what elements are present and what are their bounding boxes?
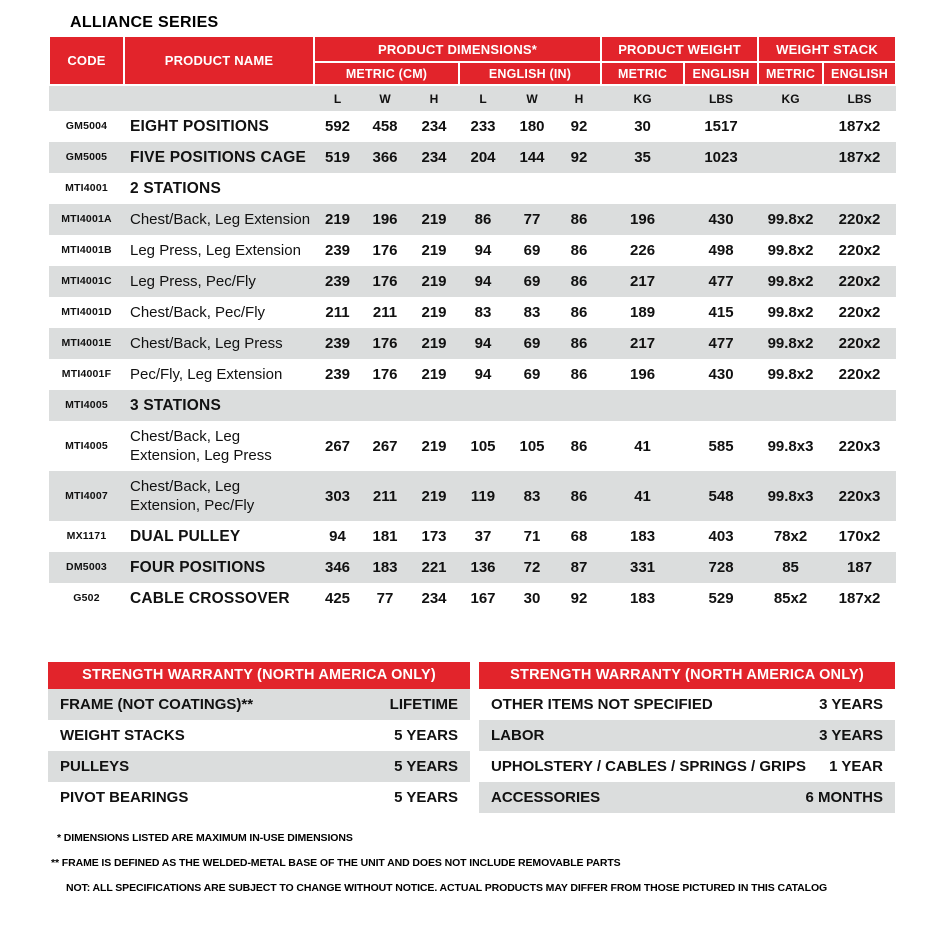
spec-value: 99.8x3 [767,437,814,455]
spec-row [49,552,896,583]
col-header-product-name: PRODUCT NAME [124,36,314,85]
spec-value [758,173,823,204]
spec-value: 99.8x2 [767,211,814,228]
product-code: MTI4001 [65,182,108,194]
spec-value: 219 [421,211,447,228]
warranty-row [48,689,470,720]
spec-value: 72 [523,559,541,576]
spec-value: 183 [630,590,656,607]
spec-value: 94 [474,335,492,352]
warranty-item-label: FRAME (NOT COATINGS)** [60,696,254,713]
warranty-item-value: 5 YEARS [394,758,458,775]
spec-value: 77 [376,590,394,607]
spec-row [49,173,896,204]
spec-value: 187x2 [838,149,881,166]
spec-value: 187 [847,559,873,576]
spec-value: 331 [630,559,656,576]
product-code: MTI4005 [65,399,108,411]
spec-value: 220x3 [838,437,881,455]
spec-row [49,583,896,614]
product-code: MTI4001E [61,337,112,349]
spec-value [557,173,601,204]
warranty-item-value: 3 YEARS [819,727,883,744]
spec-value: 176 [372,366,398,383]
spec-value: 529 [708,590,734,607]
spec-value: 105 [470,437,496,455]
warranty-item-label: OTHER ITEMS NOT SPECIFIED [491,696,713,713]
col-subheader-kg-weight: KG [601,85,684,111]
spec-value: 94 [329,528,346,545]
spec-value: 35 [634,149,651,166]
spec-value: 403 [708,528,734,545]
spec-value [361,390,409,421]
spec-value: 189 [630,304,656,321]
spec-value: 219 [421,487,447,505]
spec-value: 592 [324,118,351,135]
warranty-table-right [479,662,895,813]
spec-value: 105 [519,437,545,455]
spec-value: 1023 [704,149,738,166]
spec-value: 187x2 [838,118,881,135]
spec-value: 519 [324,149,351,166]
spec-value: 183 [630,528,656,545]
spec-value: 69 [523,242,541,259]
product-code: MTI4001A [61,213,112,225]
spec-value: 220x2 [838,335,881,352]
spec-value [314,390,361,421]
spec-row [49,521,896,552]
warranty-item-label: LABOR [491,727,545,744]
spec-value [601,173,684,204]
spec-value: 176 [372,242,398,259]
spec-value: 94 [474,273,492,290]
product-code: MTI4001B [61,244,112,256]
spec-value: 68 [570,528,588,545]
warranty-item-value: 5 YEARS [394,727,458,744]
spec-value: 86 [570,304,588,321]
spec-value: 86 [570,242,588,259]
spec-value: 69 [523,366,541,383]
spec-table-body [49,111,896,614]
spec-value: 92 [570,149,588,166]
col-header-metric-cm: METRIC (CM) [314,62,459,85]
spec-value: 211 [325,304,350,321]
spec-value: 30 [523,590,541,607]
spec-table [48,35,897,614]
spec-value: 86 [570,366,588,383]
spec-value: 233 [470,118,496,135]
spec-value: 234 [421,149,447,166]
spec-value: 219 [421,242,447,259]
spec-value: 267 [372,437,398,455]
warranty-item-value: 6 MONTHS [805,789,883,806]
product-name: DUAL PULLEY [130,528,241,545]
spec-value: 221 [421,559,447,576]
spec-value: 92 [570,118,588,135]
spec-value: 346 [324,559,351,576]
spec-value: 220x3 [838,487,881,505]
spec-value: 219 [421,273,447,290]
spec-value [684,173,758,204]
spec-value: 425 [324,590,351,607]
spec-value [823,390,896,421]
spec-value: 196 [372,211,398,228]
spec-value [557,390,601,421]
spec-value: 86 [570,487,588,505]
spec-value [507,173,557,204]
footnotes [51,832,911,907]
warranty-right-header: STRENGTH WARRANTY (NORTH AMERICA ONLY) [479,662,895,689]
col-header-stack-metric: METRIC [758,62,823,85]
product-code: GM5004 [65,120,108,132]
spec-value: 86 [474,211,492,228]
product-name: Chest/Back, Leg Extension, Leg Press [130,428,272,464]
spec-value: 99.8x2 [767,273,814,290]
spec-value: 170x2 [838,528,881,545]
spec-table-header [49,36,896,111]
spec-value: 220x2 [838,211,881,228]
spec-value: 303 [324,487,351,505]
product-name: 3 STATIONS [130,397,221,414]
spec-value: 69 [523,335,541,352]
warranty-row [48,720,470,751]
spec-value: 41 [634,437,651,455]
spec-value: 99.8x2 [767,335,814,352]
spec-value: 220x2 [838,304,881,321]
spec-value: 92 [570,590,588,607]
spec-value: 220x2 [838,273,881,290]
spec-value: 196 [630,211,656,228]
spec-value: 176 [372,273,398,290]
spec-value: 99.8x3 [767,487,814,505]
spec-value: 548 [708,487,734,505]
spec-value: 204 [470,149,496,166]
spec-value: 217 [630,273,656,290]
spec-value [409,173,459,204]
warranty-item-label: WEIGHT STACKS [60,727,185,744]
spec-value: 85x2 [773,590,808,607]
col-header-dimensions: PRODUCT DIMENSIONS* [314,36,601,62]
spec-value [758,390,823,421]
col-subheader-l-english: L [459,85,507,111]
page-title: ALLIANCE SERIES [70,14,219,31]
spec-value: 86 [570,437,588,455]
product-name: 2 STATIONS [130,180,221,197]
spec-value [507,390,557,421]
warranty-right-rows [479,689,895,813]
spec-value: 239 [324,366,351,383]
product-code: MTI4001D [61,306,112,318]
spec-value: 219 [421,366,447,383]
spec-value: 119 [470,487,496,505]
col-subheader-w-metric: W [361,85,409,111]
spec-value: 585 [708,437,734,455]
product-code: GM5005 [65,151,108,163]
col-subheader-l-metric: L [314,85,361,111]
footnote-frame: ** FRAME IS DEFINED AS THE WELDED-METAL BASE OF THE UNIT AND DOES NOT INCLUDE REMOVABLE PARTS [51,857,621,869]
spec-value: 220x2 [838,366,881,383]
col-subheader-w-english: W [507,85,557,111]
col-subheader-h-metric: H [409,85,459,111]
col-header-weight-english: ENGLISH [684,62,758,85]
warranty-item-value: LIFETIME [389,696,458,713]
warranty-row [48,751,470,782]
spec-row [49,359,896,390]
spec-value: 87 [570,559,588,576]
footnote-specifications: NOT: ALL SPECIFICATIONS ARE SUBJECT TO CHANGE WITHOUT NOTICE. ACTUAL PRODUCTS MAY DIFFER FROM THOSE PICTURED IN THIS CATALOG [66,882,828,894]
product-code: MTI4005 [65,439,108,452]
product-name: Chest/Back, Leg Press [130,335,283,352]
spec-value: 458 [372,118,398,135]
spec-row [49,390,896,421]
spec-row [49,471,896,521]
spec-value: 239 [324,273,351,290]
spec-value: 187x2 [838,590,881,607]
spec-value: 77 [523,211,541,228]
spec-value [314,173,361,204]
warranty-item-label: PIVOT BEARINGS [60,789,189,806]
spec-value: 83 [523,487,541,505]
product-name: Leg Press, Pec/Fly [130,273,256,290]
warranty-item-value: 5 YEARS [394,789,458,806]
warranty-item-label: ACCESSORIES [491,789,601,806]
spec-value [459,173,507,204]
warranty-left-rows [48,689,470,813]
warranty-item-label: PULLEYS [60,758,130,775]
spec-value: 196 [630,366,656,383]
col-subheader-kg-stack: KG [758,85,823,111]
product-name: FOUR POSITIONS [130,559,266,576]
spec-value [361,173,409,204]
col-header-stack-english: ENGLISH [823,62,896,85]
product-name: Chest/Back, Leg Extension [130,211,311,228]
spec-value: 219 [421,304,447,321]
spec-value: 41 [634,487,651,505]
warranty-row [479,720,895,751]
spec-value: 498 [708,242,734,259]
spec-value: 180 [519,118,545,135]
col-subheader-h-english: H [557,85,601,111]
col-header-weight-metric: METRIC [601,62,684,85]
product-code: MTI4001F [61,368,112,380]
spec-value: 477 [708,335,734,352]
spec-value: 99.8x2 [767,304,814,321]
warranty-row [48,782,470,813]
product-name: Chest/Back, Pec/Fly [130,304,266,321]
spec-value: 219 [421,437,447,455]
spec-value: 211 [372,487,398,505]
spec-value: 83 [523,304,541,321]
spec-row [49,142,896,173]
col-header-product-weight: PRODUCT WEIGHT [601,36,758,62]
product-name: Leg Press, Leg Extension [130,242,301,259]
spec-value: 181 [372,528,398,545]
spec-value: 239 [324,242,351,259]
col-subheader-spacer [49,85,314,111]
spec-value: 211 [372,304,398,321]
col-subheader-lbs-weight: LBS [684,85,758,111]
spec-row [49,204,896,235]
product-name: EIGHT POSITIONS [130,118,270,135]
spec-value: 226 [630,242,656,259]
spec-row [49,111,896,142]
product-code: MTI4001C [61,275,112,287]
spec-row [49,328,896,359]
spec-value: 219 [421,335,447,352]
warranty-row [479,782,895,813]
footnote-dimensions: * DIMENSIONS LISTED ARE MAXIMUM IN-USE DIMENSIONS [57,832,353,844]
col-header-weight-stack: WEIGHT STACK [758,36,896,62]
spec-value: 176 [372,335,398,352]
spec-value: 183 [372,559,398,576]
spec-value [601,390,684,421]
spec-value [758,142,823,173]
spec-value: 267 [324,437,351,455]
warranty-item-value: 3 YEARS [819,696,883,713]
product-code: DM5003 [66,561,107,573]
warranty-left-header: STRENGTH WARRANTY (NORTH AMERICA ONLY) [48,662,470,689]
col-header-code: CODE [49,36,124,85]
spec-value: 234 [421,590,447,607]
spec-value [409,390,459,421]
product-name: CABLE CROSSOVER [130,590,290,607]
spec-value: 1517 [704,118,738,135]
col-subheader-lbs-stack: LBS [823,85,896,111]
product-code: G502 [73,592,100,604]
spec-value: 430 [708,366,734,383]
spec-value: 217 [630,335,656,352]
spec-value: 366 [372,149,398,166]
warranty-item-label: UPHOLSTERY / CABLES / SPRINGS / GRIPS [491,758,807,775]
product-name: Chest/Back, Leg Extension, Pec/Fly [130,478,255,514]
spec-value: 69 [523,273,541,290]
spec-row [49,297,896,328]
spec-value: 94 [474,366,492,383]
spec-value: 219 [324,211,351,228]
warranty-row [479,751,895,782]
spec-value: 94 [474,242,492,259]
spec-value: 234 [421,118,447,135]
spec-value: 430 [708,211,734,228]
product-code: MTI4007 [65,489,108,502]
spec-value: 85 [782,559,799,576]
spec-value: 167 [470,590,496,607]
spec-value: 220x2 [838,242,881,259]
spec-value: 71 [523,528,541,545]
spec-value [459,390,507,421]
spec-value: 173 [421,528,447,545]
spec-value: 239 [324,335,351,352]
spec-value: 136 [470,559,496,576]
spec-row [49,421,896,471]
warranty-item-value: 1 YEAR [829,758,883,775]
spec-row [49,235,896,266]
spec-value: 99.8x2 [767,366,814,383]
warranty-table-left [48,662,470,813]
spec-value: 728 [708,559,734,576]
col-header-english-in: ENGLISH (IN) [459,62,601,85]
product-code: MX1171 [66,530,107,542]
spec-value [684,390,758,421]
warranty-row [479,689,895,720]
spec-value [758,111,823,142]
spec-value: 83 [474,304,492,321]
spec-value [823,173,896,204]
spec-value: 477 [708,273,734,290]
spec-value: 37 [474,528,492,545]
spec-value: 99.8x2 [767,242,814,259]
spec-value: 30 [634,118,651,135]
product-name: Pec/Fly, Leg Extension [130,366,283,383]
spec-value: 144 [519,149,545,166]
spec-value: 86 [570,211,588,228]
spec-value: 415 [708,304,734,321]
spec-value: 86 [570,273,588,290]
spec-value: 78x2 [773,528,808,545]
spec-row [49,266,896,297]
product-name: FIVE POSITIONS CAGE [130,149,307,166]
spec-value: 86 [570,335,588,352]
